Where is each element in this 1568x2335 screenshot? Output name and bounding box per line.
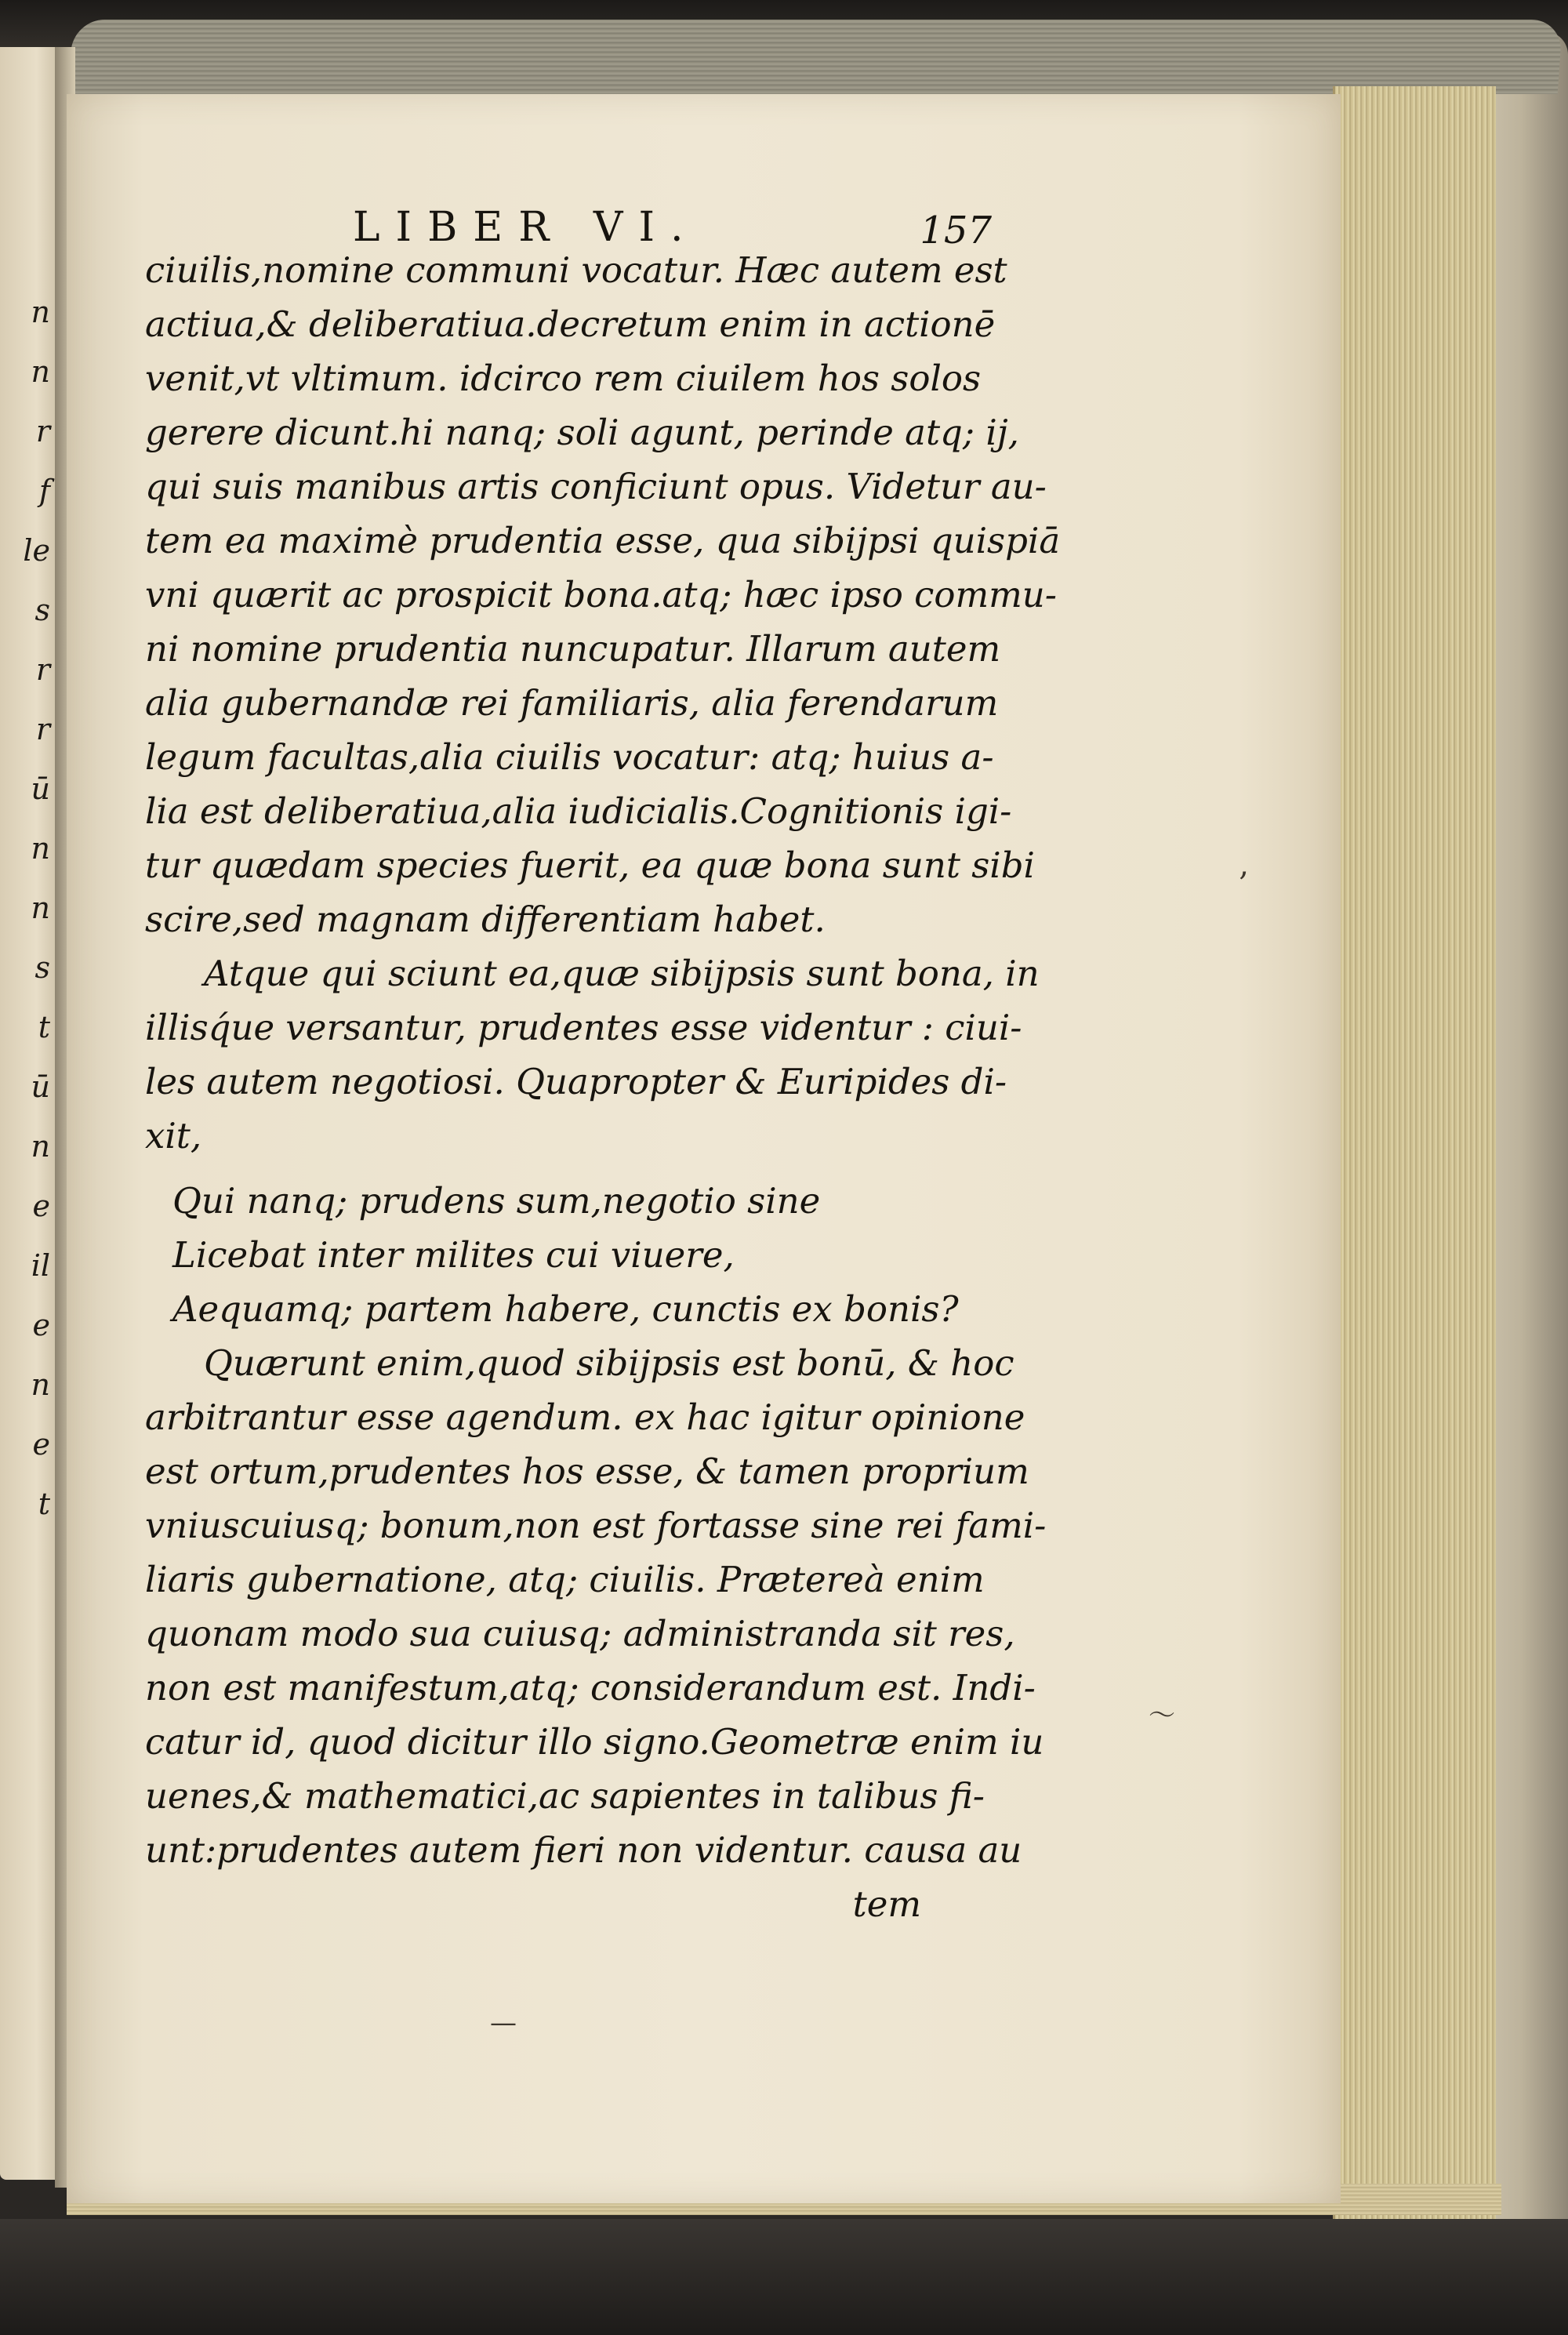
left-fragment: ū (31, 772, 50, 806)
left-fragment: le (23, 533, 50, 568)
text-line: quonam modo sua cuiusq; administranda sit res, (145, 1613, 1015, 1654)
text-line: alia gubernandæ rei familiaris, alia ferendarum (145, 682, 999, 724)
body-text (145, 243, 1061, 1931)
verse-line: Qui nanq; prudens sum,negotio sine (172, 1180, 821, 1222)
folio-number: 157 (920, 209, 992, 252)
verse-line: Aequamq; partem habere, cunctis ex bonis? (172, 1288, 959, 1330)
text-line: actiua,& deliberatiua.decretum enim in actionē (145, 303, 996, 345)
text-line: ni nomine prudentia nuncupatur. Illarum autem (145, 628, 1001, 670)
text-line: scire,sed magnam differentiam habet. (145, 899, 826, 940)
left-fragment: n (31, 354, 50, 389)
text-line: non est manifestum,atq; considerandum est. Indi- (145, 1667, 1036, 1709)
text-line: illisq́ue versantur, prudentes esse videntur : ciui- (145, 1007, 1022, 1048)
background-bottom (0, 2219, 1568, 2335)
left-fragment: il (31, 1248, 50, 1283)
left-fragment: n (31, 1367, 50, 1402)
left-page-sliver (0, 47, 61, 2180)
text-line: qui suis manibus artis conficiunt opus. Videtur au- (145, 466, 1047, 507)
text-line: venit,vt vltimum. idcirco rem ciuilem hos solos (145, 358, 982, 399)
verse-line: Licebat inter milites cui viuere, (172, 1234, 735, 1276)
catchword: tem (852, 1883, 921, 1925)
left-fragment: s (34, 593, 50, 627)
text-line: liaris gubernatione, atq; ciuilis. Prætereà enim (145, 1559, 985, 1600)
text-line: xit, (145, 1115, 202, 1157)
paragraph-start-line: Atque qui sciunt ea,quæ sibijpsis sunt bona, in (204, 953, 1040, 994)
text-line: arbitrantur esse agendum. ex hac igitur opinione (145, 1396, 1025, 1438)
left-fragment: s (34, 950, 50, 985)
left-fragment: e (32, 1427, 50, 1462)
text-line: lia est deliberatiua,alia iudicialis.Cognitionis igi- (145, 790, 1012, 832)
left-fragment: t (38, 1487, 50, 1521)
text-line: catur id, quod dicitur illo signo.Geometræ enim iu (145, 1721, 1044, 1763)
left-fragment: t (38, 1010, 50, 1044)
left-fragment: n (31, 295, 50, 329)
page-block-fore-edge (1333, 86, 1496, 2250)
left-fragment: f (38, 474, 50, 508)
text-line: uenes,& mathematici,ac sapientes in talibus fi- (145, 1775, 985, 1817)
left-fragment: n (31, 891, 50, 925)
paragraph-start-line: Quærunt enim,quod sibijpsis est bonū, & hoc (204, 1342, 1014, 1384)
text-line: unt:prudentes autem fieri non videntur. causa au (145, 1829, 1022, 1871)
left-fragment: e (32, 1189, 50, 1223)
ink-mark: — (490, 2007, 517, 2039)
left-fragment: e (32, 1308, 50, 1342)
ink-mark: 〜 (1149, 1700, 1175, 1731)
right-page (67, 94, 1341, 2203)
left-fragment: r (35, 712, 50, 746)
text-line: vniuscuiusq; bonum,non est fortasse sine rei fami- (145, 1505, 1047, 1546)
left-fragment: r (35, 414, 50, 448)
text-line: est ortum,prudentes hos esse, & tamen proprium (145, 1451, 1029, 1492)
text-line: legum facultas,alia ciuilis vocatur: atq; huius a- (145, 736, 994, 778)
text-line: les autem negotiosi. Quapropter & Euripides di- (145, 1061, 1007, 1102)
left-fragment: n (31, 1129, 50, 1164)
running-head: LIBER VI. (353, 204, 699, 251)
left-fragment: ū (31, 1069, 50, 1104)
left-fragment: r (35, 652, 50, 687)
left-page-text-fragments (3, 282, 50, 1537)
text-line: tem ea maximè prudentia esse, qua sibijpsi quispiā (145, 520, 1061, 561)
text-line: ciuilis,nomine communi vocatur. Hæc autem est (145, 249, 1007, 291)
ink-mark: ‚ (1239, 847, 1249, 883)
text-line: gerere dicunt.hi nanq; soli agunt, perinde atq; ij, (145, 412, 1019, 453)
left-fragment: n (31, 831, 50, 866)
page-block-top-edge (68, 20, 1563, 94)
text-line: tur quædam species fuerit, ea quæ bona sunt sibi (145, 844, 1035, 886)
text-line: vni quærit ac prospicit bona.atq; hæc ipso commu- (145, 574, 1057, 616)
